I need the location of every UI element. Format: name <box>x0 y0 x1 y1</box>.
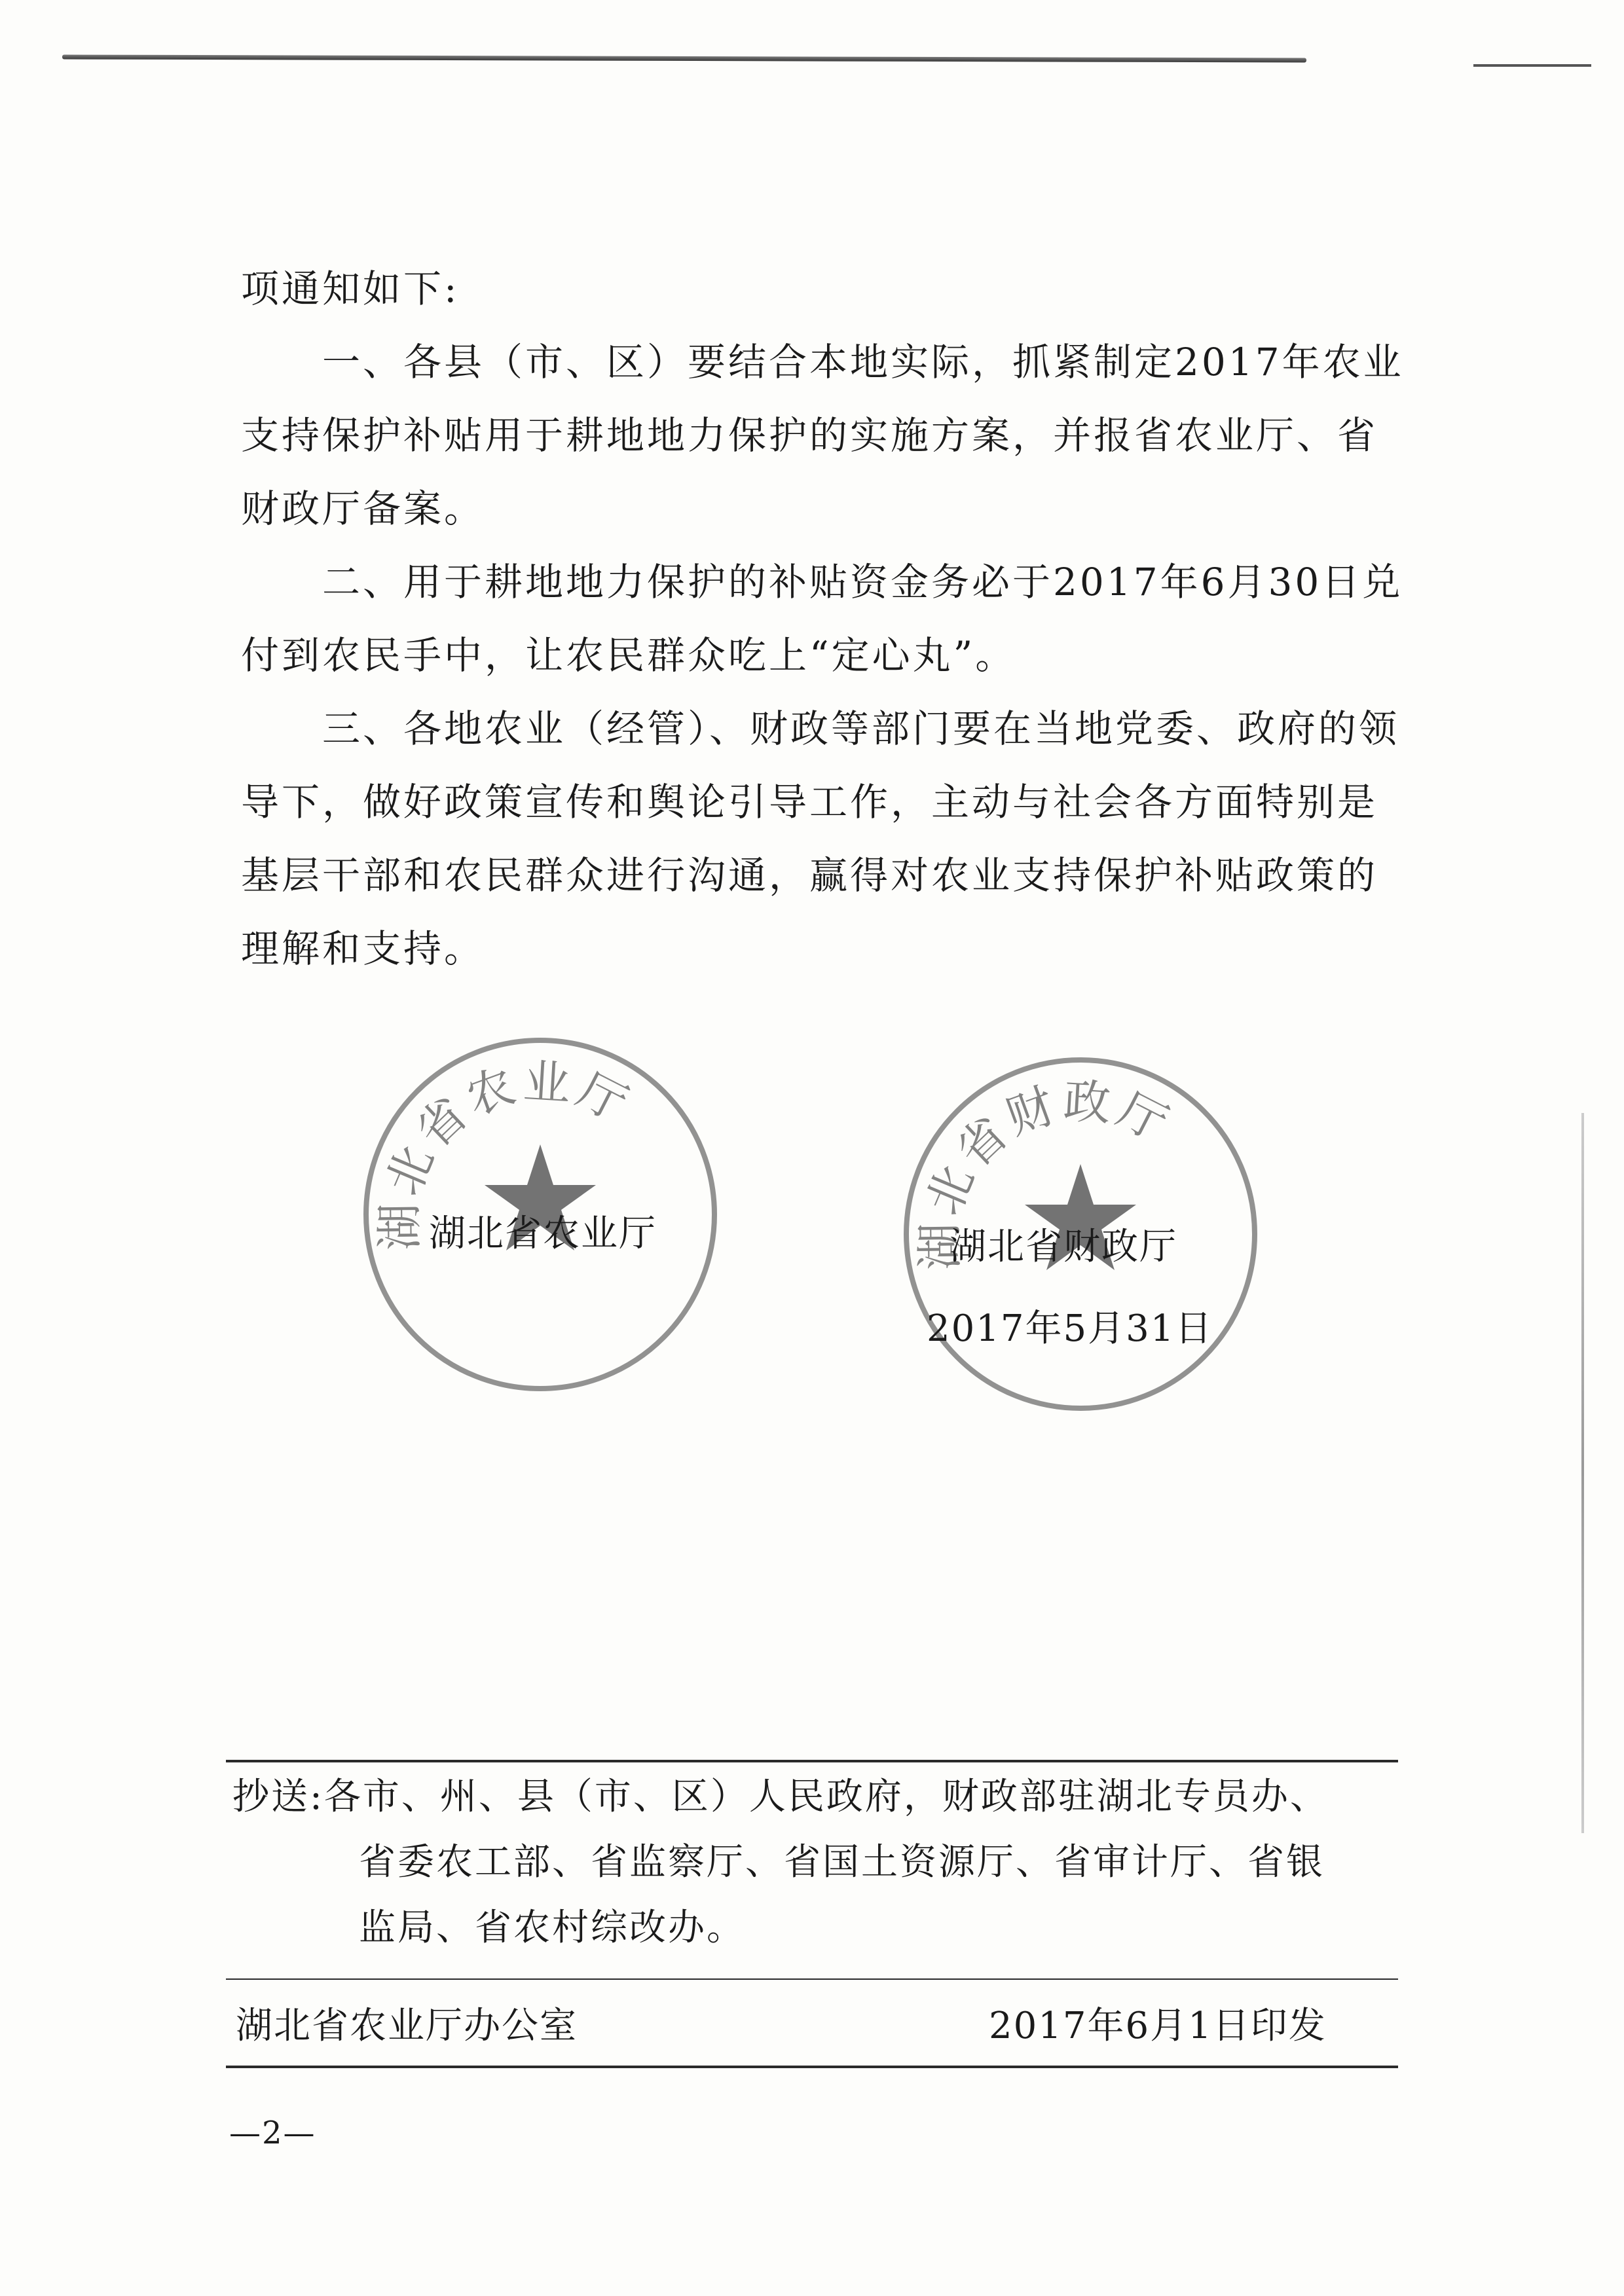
scan-edge-mark <box>1581 1113 1584 1833</box>
document-body <box>241 252 1407 985</box>
cc-line-3: 监局、省农村综改办。 <box>359 1906 745 1949</box>
footer-top-rule <box>226 1978 1398 1980</box>
cc-block <box>232 1764 1405 1961</box>
scan-border-line <box>62 55 1306 63</box>
cc-label: 抄送: <box>232 1776 324 1818</box>
footer-bottom-rule <box>226 2066 1398 2068</box>
cc-top-rule <box>226 1760 1398 1762</box>
seal-arc-text: 湖北省财政厅 <box>912 1073 1180 1271</box>
footer-issue-date: 2017年6月1日印发 <box>989 2005 1327 2047</box>
signature-agency-2: 湖北省财政厅 <box>950 1226 1177 1268</box>
paragraph-3: 三、各地农业（经管）、财政等部门要在当地党委、政府的领导下，做好政策宣传和舆论引导工作，主动与社会各方面特别是基层干部和农民群众进行沟通，赢得对农业支持保护补贴政策的理解和支持。 <box>241 706 1400 971</box>
seal-arc-text: 湖北省农业厅 <box>371 1053 640 1251</box>
cc-recipients-1: 各市、州、县（市、区）人民政府，财政部驻湖北专员办、 <box>323 1776 1329 1818</box>
paragraph-1: 一、各县（市、区）要结合本地实际，抓紧制定2017年农业支持保护补贴用于耕地地力保护的实施方案，并报省农业厅、省财政厅备案。 <box>241 340 1404 531</box>
paragraph-2: 二、用于耕地地力保护的补贴资金务必于2017年6月30日兑付到农民手中，让农民群众吃上“定心丸”。 <box>241 560 1403 678</box>
signature-date: 2017年5月31日 <box>927 1307 1213 1350</box>
cc-line-1 <box>232 1764 1405 1830</box>
footer-issuer: 湖北省农业厅办公室 <box>236 2005 578 2047</box>
signature-agency-1: 湖北省农业厅 <box>429 1212 657 1255</box>
page-number: —2— <box>229 2115 316 2151</box>
intro-line: 项通知如下: <box>241 266 460 311</box>
cc-line-2: 省委农工部、省监察厅、省国土资源厅、省审计厅、省银 <box>359 1841 1325 1884</box>
scan-border-line-right <box>1473 64 1591 67</box>
